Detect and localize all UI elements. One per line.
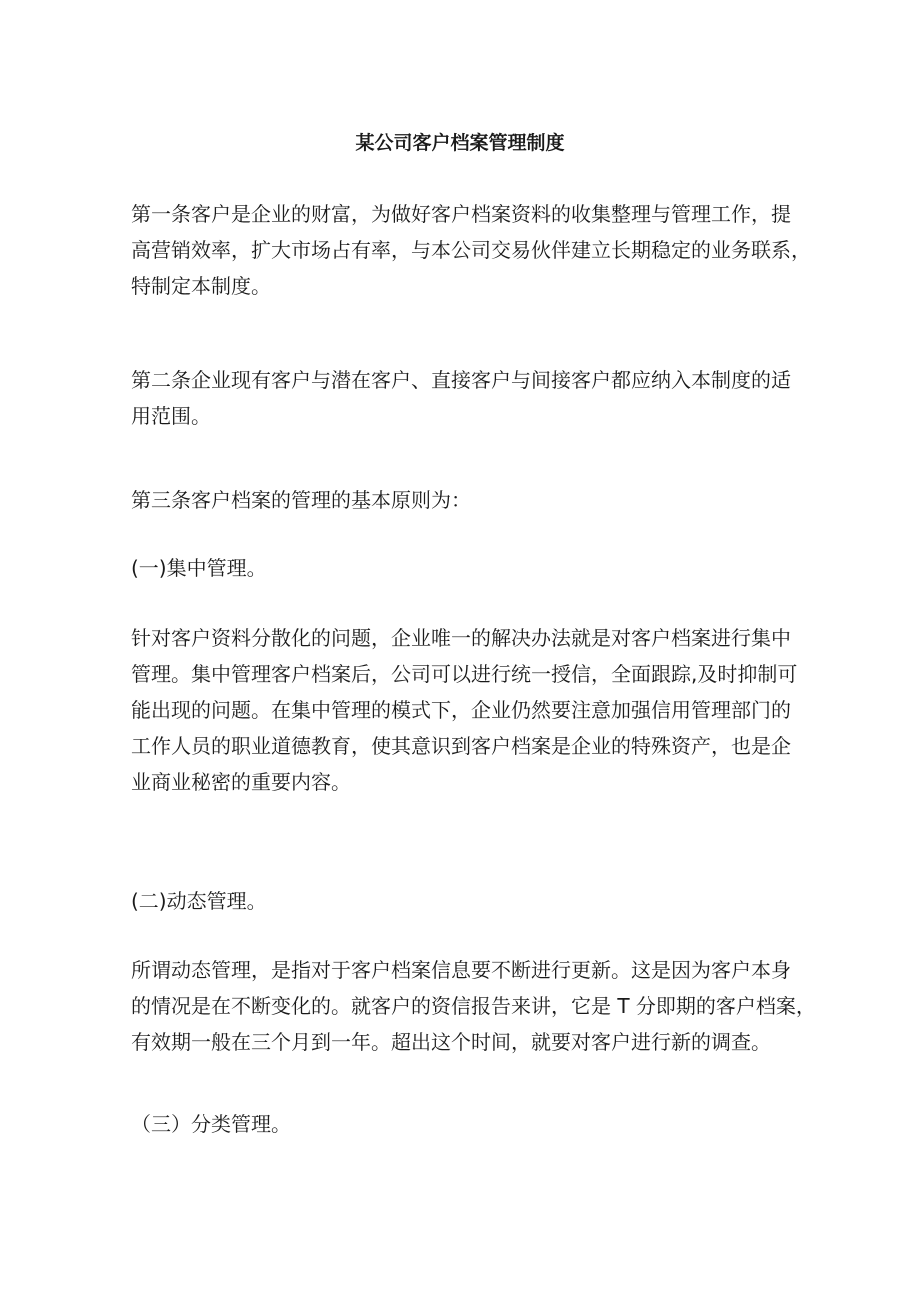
paragraph-line: 第二条企业现有客户与潜在客户、直接客户与间接客户都应纳入本制度的适 bbox=[131, 368, 791, 392]
paragraph-line: 工作人员的职业道德教育，使其意识到客户档案是企业的特殊资产，也是企 bbox=[131, 734, 791, 758]
paragraph-line: 的情况是在不断变化的。就客户的资信报告来讲，它是 T 分即期的客户档案， bbox=[131, 994, 816, 1018]
paragraph-line: 第三条客户档案的管理的基本原则为： bbox=[131, 488, 471, 512]
paragraph-article-3 bbox=[131, 482, 795, 518]
paragraph-line: (二)动态管理。 bbox=[131, 889, 267, 913]
paragraph-line: 业商业秘密的重要内容。 bbox=[131, 770, 351, 794]
heading-dynamic-management bbox=[131, 883, 795, 919]
paragraph-line: （三）分类管理。 bbox=[131, 1112, 291, 1136]
paragraph-line: 管理。集中管理客户档案后，公司可以进行统一授信，全面跟踪,及时抑制可 bbox=[131, 662, 798, 686]
paragraph-line: 第一条客户是企业的财富，为做好客户档案资料的收集整理与管理工作，提 bbox=[131, 202, 791, 226]
paragraph-line: 所谓动态管理，是指对于客户档案信息要不断进行更新。这是因为客户本身 bbox=[131, 958, 791, 982]
paragraph-line: 用范围。 bbox=[131, 404, 211, 428]
heading-classified-management bbox=[131, 1106, 795, 1142]
paragraph-line: 针对客户资料分散化的问题，企业唯一的解决办法就是对客户档案进行集中 bbox=[131, 626, 791, 650]
heading-centralized-management bbox=[131, 550, 795, 586]
paragraph-centralized-management bbox=[131, 620, 798, 800]
paragraph-article-1 bbox=[131, 196, 811, 304]
paragraph-line: 高营销效率，扩大市场占有率，与本公司交易伙伴建立长期稳定的业务联系， bbox=[131, 238, 811, 262]
document-title: 某公司客户档案管理制度 bbox=[355, 132, 565, 154]
paragraph-line: 有效期一般在三个月到一年。超出这个时间，就要对客户进行新的调查。 bbox=[131, 1030, 771, 1054]
paragraph-dynamic-management bbox=[131, 952, 816, 1060]
paragraph-line: 特制定本制度。 bbox=[131, 274, 271, 298]
paragraph-line: (一)集中管理。 bbox=[131, 556, 267, 580]
paragraph-line: 能出现的问题。在集中管理的模式下，企业仍然要注意加强信用管理部门的 bbox=[131, 698, 791, 722]
paragraph-article-2 bbox=[131, 362, 795, 434]
